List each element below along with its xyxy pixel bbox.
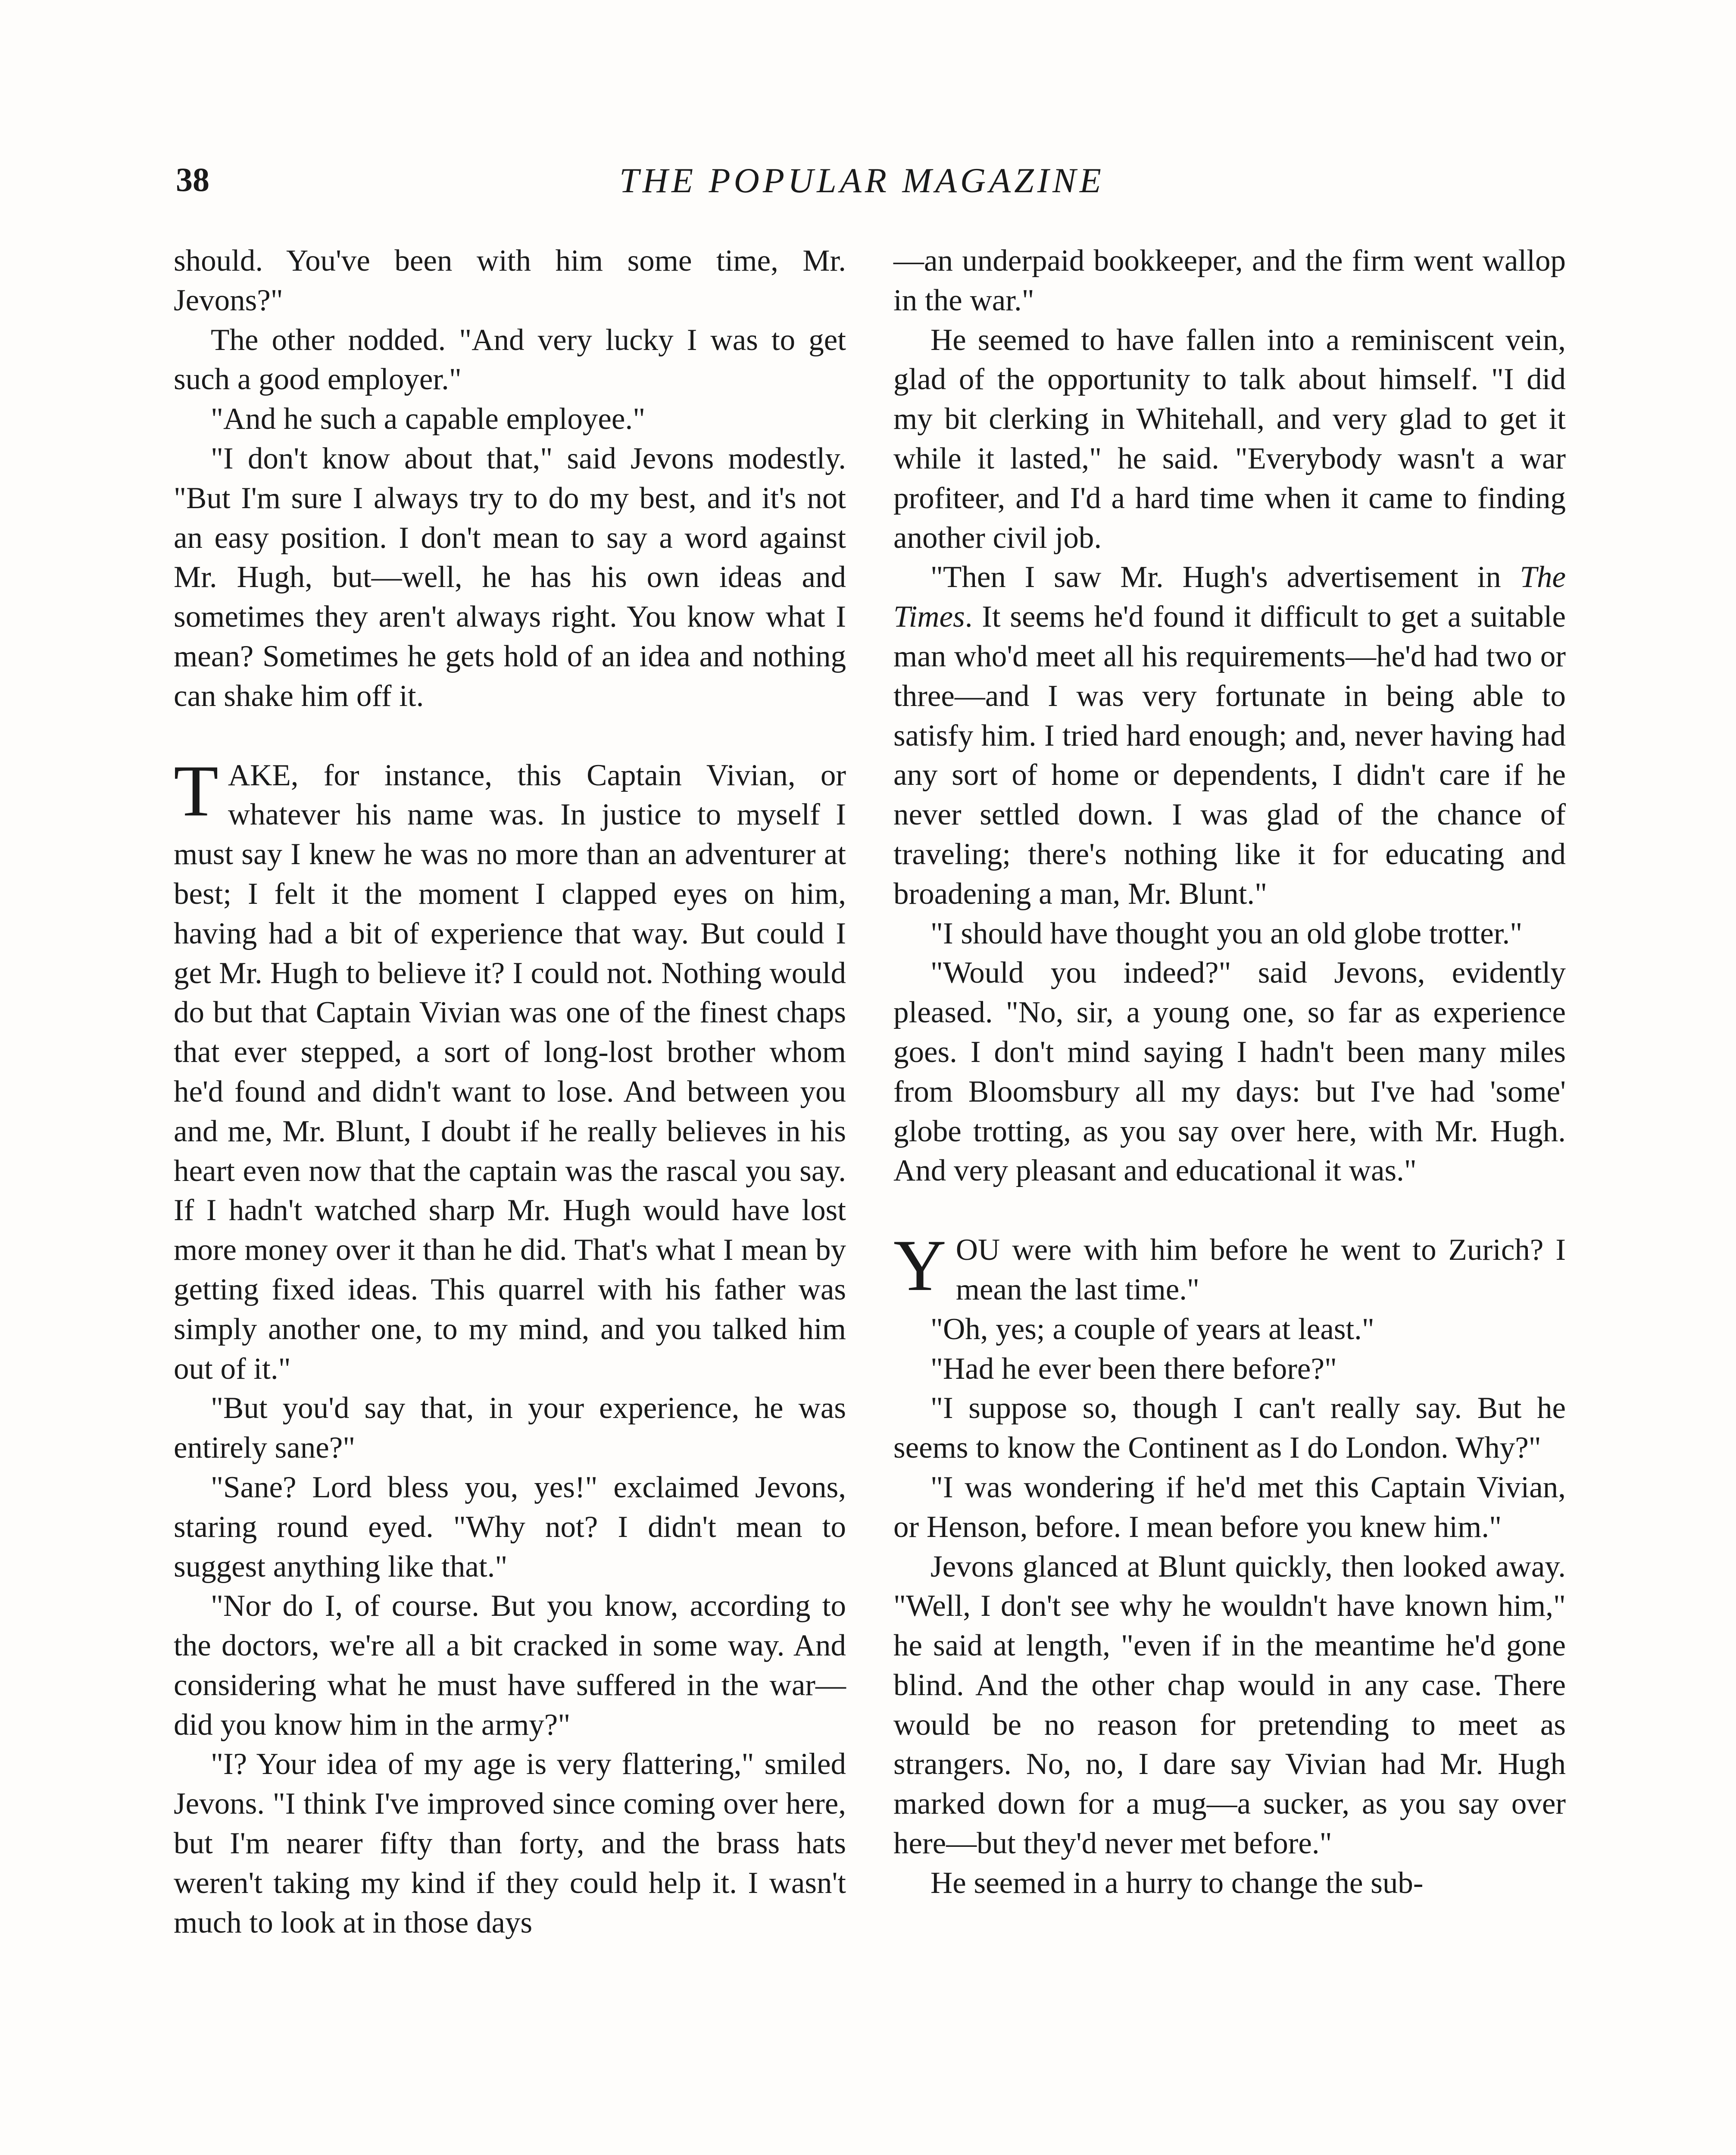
paragraph-text: . It seems he'd found it difficult to get a suitable man who'd meet all his requirements—he'd had two or three—and I was very fortunate in being able to satisfy him. I tried hard enough; and, never having had any sort of home or dependents, I didn't care if he never settled down. I was glad of the chance of traveling; there's nothing like it for educating and broadening a man, Mr. Blunt." <box>893 600 1566 911</box>
section-start-paragraph <box>893 1225 1566 1310</box>
small-caps-lead: AKE, <box>228 758 299 792</box>
paragraph: The other nodded. "And very lucky I was to get such a good employer." <box>174 323 846 397</box>
small-caps-lead: OU <box>955 1233 1000 1267</box>
paragraph: —an underpaid bookkeeper, and the firm went wallop in the war." <box>893 244 1566 317</box>
drop-cap: Y <box>893 1225 946 1306</box>
newspaper-title: The Times <box>893 560 1566 634</box>
left-text-column <box>174 241 846 1943</box>
paragraph: "Would you indeed?" said Jevons, evidently pleased. "No, sir, a young one, so far as experience goes. I don't mind saying I hadn't been many miles from Bloomsbury all my days: but I've had 'some' globe trotting, as you say over here, with Mr. Hugh. And very pleasant and educational it was." <box>893 956 1566 1188</box>
drop-cap: T <box>174 750 219 831</box>
paragraph <box>893 558 1566 914</box>
paragraph: "I was wondering if he'd met this Captain Vivian, or Henson, before. I mean before you knew him." <box>893 1470 1566 1544</box>
paragraph: "And he such a capable employee." <box>211 402 646 436</box>
paragraph: "I should have thought you an old globe trotter." <box>930 916 1523 950</box>
paragraph: "Sane? Lord bless you, yes!" exclaimed Jevons, staring round eyed. "Why not? I didn't mean to suggest anything like that." <box>174 1470 846 1583</box>
paragraph: "Nor do I, of course. But you know, according to the doctors, we're all a bit cracked in some way. And considering what he must have suffered in the war—did you know him in the army?" <box>174 1589 846 1742</box>
paragraph-text: "Then I saw Mr. Hugh's advertisement in <box>930 560 1520 594</box>
running-head-title: THE POPULAR MAGAZINE <box>619 161 1105 200</box>
paragraph: "I suppose so, though I can't really say. But he seems to know the Continent as I do London. Why?" <box>893 1391 1566 1465</box>
paragraph: "I don't know about that," said Jevons modestly. "But I'm sure I always try to do my best, and it's not an easy position. I don't mean to say a word against Mr. Hugh, but—well, he has his own ideas and sometimes they aren't always right. You know what I mean? Sometimes he gets hold of an idea and nothing can shake him off it. <box>174 441 846 713</box>
section-start-paragraph <box>174 750 846 1389</box>
right-text-column <box>893 241 1566 1903</box>
page-number: 38 <box>176 161 209 198</box>
paragraph: should. You've been with him some time, Mr. Jevons?" <box>174 244 846 317</box>
paragraph-text: for instance, this Captain Vivian, or whatever his name was. In justice to myself I must say I knew he was no more than an adventurer at best; I felt it the moment I clapped eyes on him, having had a bit of experience that way. But could I get Mr. Hugh to believe it? I could not. Nothing would do but that Captain Vivian was one of the finest chaps that ever stepped, a sort of long-lost brother whom he'd found and didn't want to lose. And between you and me, Mr. Blunt, I doubt if he really believes in his heart even now that the captain was the rascal you say. If I hadn't watched sharp Mr. Hugh would have lost more money over it than he did. That's what I mean by getting fixed ideas. This quarrel with his father was simply another one, to my mind, and you talked him out of it." <box>174 758 846 1386</box>
paragraph: "But you'd say that, in your experience, he was entirely sane?" <box>174 1391 846 1465</box>
paragraph: "I? Your idea of my age is very flattering," smiled Jevons. "I think I've improved since coming over here, but I'm nearer fifty than forty, and the brass hats weren't taking my kind if they could help it. I wasn't much to look at in those days <box>174 1747 846 1940</box>
paragraph-text: were with him before he went to Zurich? I mean the last time." <box>955 1233 1566 1306</box>
paragraph: Jevons glanced at Blunt quickly, then looked away. "Well, I don't see why he wouldn't have known him," he said at length, "even if in the meantime he'd gone blind. And the other chap would in any case. There would be no reason for pretending to meet as strangers. No, no, I dare say Vivian had Mr. Hugh marked down for a mug—a sucker, as you say over here—but they'd never met before." <box>893 1549 1566 1861</box>
paragraph: "Oh, yes; a couple of years at least." <box>930 1312 1374 1346</box>
paragraph: He seemed in a hurry to change the sub- <box>930 1866 1424 1900</box>
paragraph: "Had he ever been there before?" <box>930 1352 1337 1386</box>
paragraph: He seemed to have fallen into a reminiscent vein, glad of the opportunity to talk about himself. "I did my bit clerking in Whitehall, and very glad to get it while it lasted," he said. "Everybody wasn't a war profiteer, and I'd a hard time when it came to finding another civil job. <box>893 323 1566 555</box>
